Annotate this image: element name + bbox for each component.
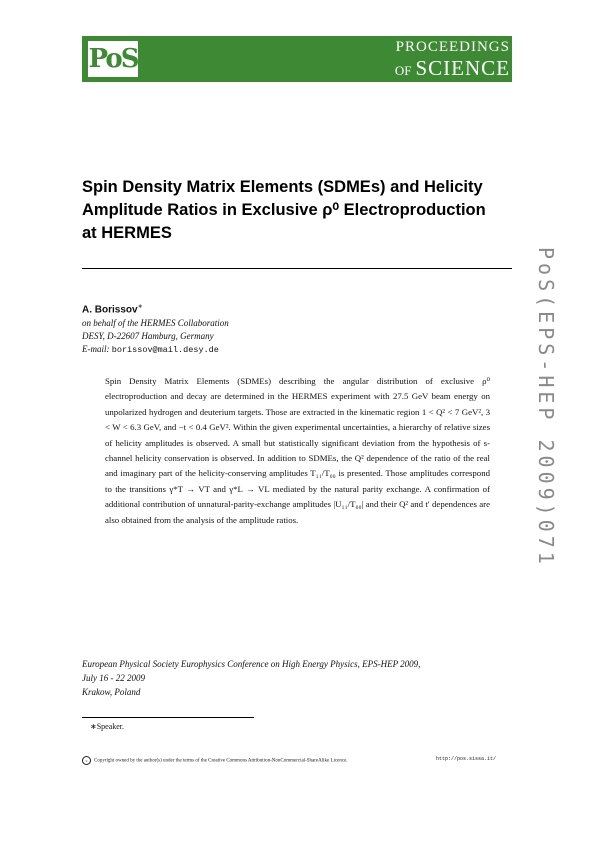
author-name-text: A. Borissov	[82, 304, 138, 316]
paper-title	[82, 176, 512, 245]
brand-science-word: SCIENCE	[415, 56, 510, 80]
abstract: Spin Density Matrix Elements (SDMEs) describing the angular distribution of exclusive ρ⁰ electroproduction and decay are determined in the HERMES experiment with 27.5 GeV beam energy on unpolarized hydrogen and deuterium targets. Those are extracted in the kinematic region 1 < Q² < 7 GeV², 3 < W < 6.3 GeV, and −t < 0.4 GeV². Within the given experimental uncertainties, a hierarchy of relative sizes of helicity amplitudes is observed. A small but statistically significant deviation from the hypothesis of s-channel helicity conservation is observed. In addition to SDMEs, the Q² dependence of the ratio of the real and imaginary part of the helicity-conserving amplitudes T₁₁/T₀₀ is presented. Those amplitudes correspond to the transitions γ*T → VT and γ*L → VL mediated by the natural parity exchange. A confirmation of additional contribution of unnatural-parity-exchange amplitudes |U₁₁/T₀₀| and their Q² and t′ dependences are also obtained from the analysis of the amplitude ratios.	[105, 376, 490, 525]
pos-side-stamp: PoS(EPS-HEP 2009)071	[534, 247, 558, 568]
copyright-text: Copyright owned by the author(s) under the terms of the Creative Commons Attribution-NonCommercial-ShareAlike Licence.	[94, 758, 348, 764]
brand-proceedings: PROCEEDINGS	[395, 39, 510, 55]
author-name	[82, 303, 143, 315]
pos-url[interactable]: http://pos.sissa.it/	[436, 756, 497, 762]
title-line-2: Amplitude Ratios in Exclusive ρ⁰ Electroproduction	[82, 201, 486, 219]
copyright-icon: c	[82, 756, 91, 765]
author-marker: ∗	[137, 304, 143, 310]
pos-logo	[88, 41, 138, 77]
brand-of: OF	[394, 63, 412, 78]
conference-dates: July 16 - 22 2009	[82, 673, 145, 683]
affiliation-institute: DESY, D-22607 Hamburg, Germany	[82, 331, 214, 341]
affiliation-collaboration: on behalf of the HERMES Collaboration	[82, 318, 229, 328]
footnote-divider	[82, 717, 254, 718]
author-email[interactable]: borissov@mail.desy.de	[111, 345, 219, 355]
conference-name: European Physical Society Europhysics Conference on High Energy Physics, EPS-HEP 2009,	[82, 659, 421, 669]
brand-science	[350, 56, 510, 81]
email-label: E-mail:	[82, 344, 110, 354]
title-line-1: Spin Density Matrix Elements (SDMEs) and Helicity	[82, 178, 483, 196]
conference-location: Krakow, Poland	[82, 687, 141, 697]
title-line-3: at HERMES	[82, 224, 172, 242]
pos-logo-text: PoS	[88, 44, 138, 74]
copyright-line	[82, 756, 348, 765]
title-divider	[82, 268, 512, 269]
footnote-speaker: ∗Speaker.	[90, 722, 125, 731]
author-email-line	[82, 344, 219, 355]
